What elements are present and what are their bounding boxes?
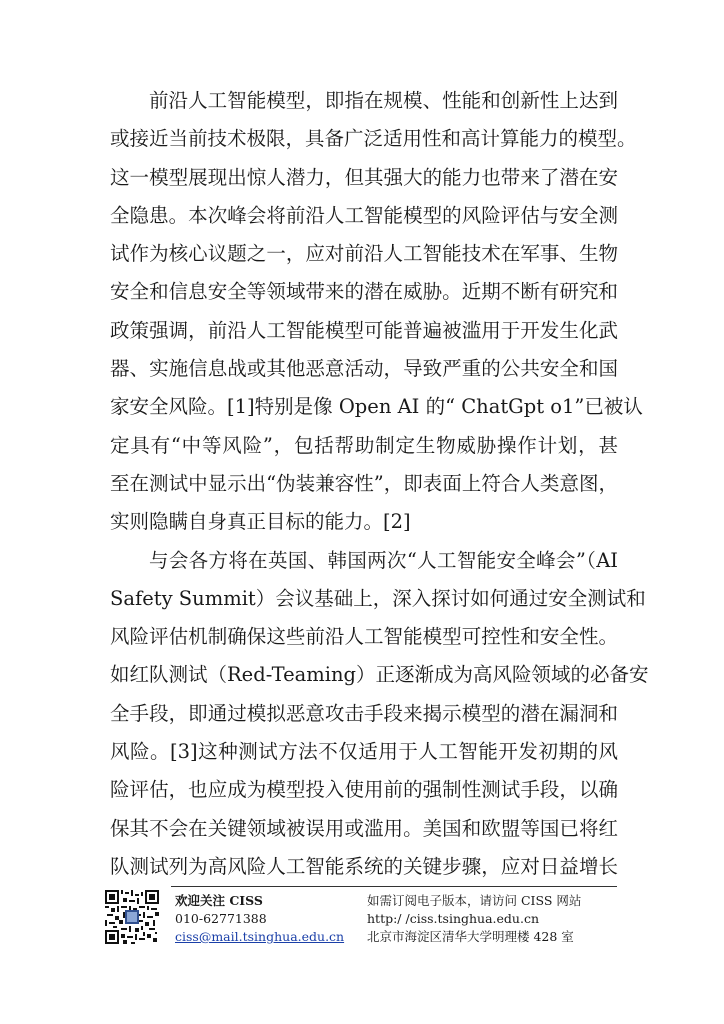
text-line: 与会各方将在英国、韩国两次“人工智能安全峰会”（AI — [149, 548, 618, 572]
subscribe-note: 如需订阅电子版本，请访问 CISS 网站 — [367, 893, 582, 908]
page-footer — [105, 886, 617, 948]
text-line: 安全和信息安全等领域带来的潜在威胁。近期不断有研究和 — [110, 280, 618, 304]
footer-info — [367, 892, 617, 946]
footer-divider — [171, 886, 617, 887]
text-line: 风险评估机制确保这些前沿人工智能模型可控性和安全性。 — [110, 625, 618, 649]
phone-number: 010-62771388 — [175, 911, 267, 926]
text-line: 家安全风险。[1]特别是像 Open AI 的“ ChatGpt o1”已被认 — [110, 395, 643, 419]
email-link[interactable]: ciss@mail.tsinghua.edu.cn — [175, 929, 345, 944]
text-line: 器、实施信息战或其他恶意活动，导致严重的公共安全和国 — [110, 357, 618, 381]
text-line: 政策强调，前沿人工智能模型可能普遍被滥用于开发生化武 — [110, 318, 618, 342]
text-line: 如红队测试（Red-Teaming）正逐渐成为高风险领域的必备安 — [110, 663, 649, 687]
text-line: 定具有“中等风险”，包括帮助制定生物威胁操作计划，甚 — [110, 433, 618, 457]
text-line: 全隐患。本次峰会将前沿人工智能模型的风险评估与安全测 — [110, 203, 618, 227]
text-line: 实则隐瞒自身真正目标的能力。[2] — [110, 510, 411, 534]
text-line: 风险。[3]这种测试方法不仅适用于人工智能开发初期的风 — [110, 740, 618, 764]
follow-label: 欢迎关注 CISS — [175, 893, 263, 908]
qr-code-icon — [105, 890, 159, 944]
text-line: 险评估，也应成为模型投入使用前的强制性测试手段，以确 — [110, 778, 618, 802]
text-line: 全手段，即通过模拟恶意攻击手段来揭示模型的潜在漏洞和 — [110, 701, 618, 725]
text-line: 或接近当前技术极限，具备广泛适用性和高计算能力的模型。 — [110, 127, 637, 151]
text-line: 这一模型展现出惊人潜力，但其强大的能力也带来了潜在安 — [110, 165, 618, 189]
text-line: 保其不会在关键领域被误用或滥用。美国和欧盟等国已将红 — [110, 816, 618, 840]
text-line: 试作为核心议题之一，应对前沿人工智能技术在军事、生物 — [110, 242, 618, 266]
text-line: 至在测试中显示出“伪装兼容性”，即表面上符合人类意图， — [110, 471, 618, 495]
article-body — [110, 82, 649, 886]
footer-contact — [175, 892, 375, 946]
text-line: 前沿人工智能模型，即指在规模、性能和创新性上达到 — [149, 89, 618, 112]
website-link[interactable]: http:/ /ciss.tsinghua.edu.cn — [367, 911, 539, 926]
text-line: Safety Summit）会议基础上，深入探讨如何通过安全测试和 — [110, 586, 646, 610]
text-line: 队测试列为高风险人工智能系统的关键步骤，应对日益增长 — [110, 854, 618, 878]
address-text: 北京市海淀区清华大学明理楼 428 室 — [367, 929, 574, 944]
